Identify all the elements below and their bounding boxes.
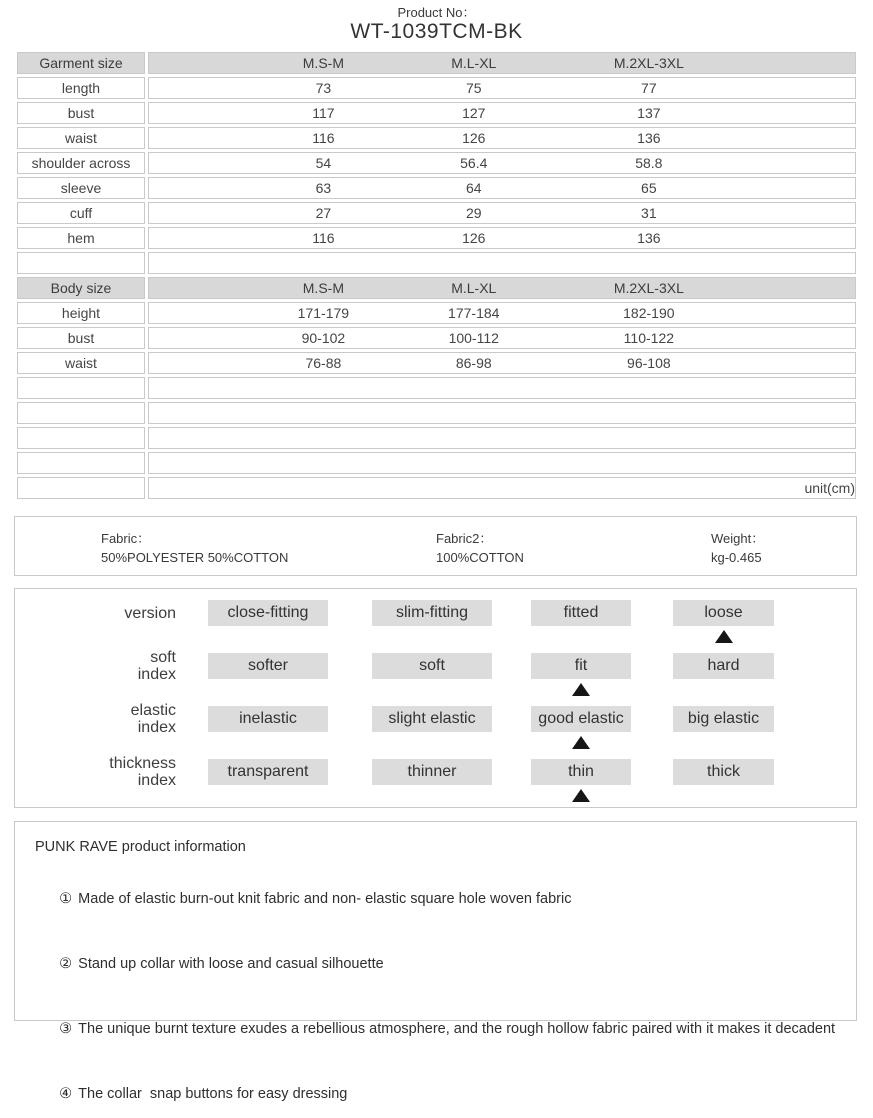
row-label: hem (17, 227, 145, 249)
attribute-row-version (15, 600, 856, 643)
cell-value: 182-190 (623, 305, 675, 321)
product-information-panel (14, 821, 857, 1102)
table-row (17, 102, 856, 124)
row-values (148, 227, 856, 249)
fabric-info-box (14, 516, 857, 576)
option-inelastic: inelastic (208, 706, 328, 749)
weight-column (711, 529, 764, 575)
row-values (148, 302, 856, 324)
garment-size-header: Garment size (17, 52, 145, 74)
empty-row (17, 402, 856, 424)
selection-arrow-icon (572, 789, 590, 802)
selection-arrow-icon (572, 736, 590, 749)
cell-value: 58.8 (635, 155, 663, 171)
info-item (35, 1005, 836, 1053)
option-soft: soft (372, 653, 492, 696)
product-number: WT-1039TCM-BK (350, 20, 523, 43)
cell-value: 27 (315, 205, 332, 221)
cell-value: 126 (462, 230, 486, 246)
table-row (17, 352, 856, 374)
cell-value: 137 (637, 105, 661, 121)
option-slight-elastic: slight elastic (372, 706, 492, 749)
cell-value: 29 (465, 205, 482, 221)
circled-number-icon: ① (59, 891, 73, 907)
cell-value: 90-102 (301, 330, 346, 346)
info-item (35, 940, 836, 988)
info-item (35, 1070, 836, 1118)
cell-value: 76-88 (305, 355, 342, 371)
unit-label: unit(cm) (148, 477, 856, 499)
row-values (148, 352, 856, 374)
info-item-text: Made of elastic burn-out knit fabric and non- elastic square hole woven fabric (78, 891, 572, 907)
table-row (17, 327, 856, 349)
info-title: PUNK RAVE product information (35, 839, 246, 855)
empty-row (17, 427, 856, 449)
fabric-label: Fabric： (101, 531, 151, 546)
option-good-elastic: good elastic (531, 706, 631, 749)
cell-value: 96-108 (627, 355, 671, 371)
info-item (35, 875, 836, 923)
column-header: M.L-XL (451, 280, 497, 296)
row-values (148, 177, 856, 199)
circled-number-icon: ③ (59, 1021, 73, 1037)
cell-value: 73 (315, 80, 332, 96)
row-label: waist (17, 352, 145, 374)
fabric2-label: Fabric2： (436, 531, 493, 546)
empty-row (17, 252, 856, 274)
cell-value: 136 (637, 230, 661, 246)
row-label: bust (17, 327, 145, 349)
weight-label: Weight： (711, 531, 765, 546)
column-header: M.S-M (302, 280, 344, 296)
row-label: sleeve (17, 177, 145, 199)
cell-value: 100-112 (448, 330, 499, 346)
row-label: length (17, 77, 145, 99)
cell-value: 136 (637, 130, 661, 146)
weight-value: kg-0.465 (711, 550, 762, 565)
row-label: height (17, 302, 145, 324)
table-row (17, 202, 856, 224)
fabric2-value: 100%COTTON (436, 550, 524, 565)
garment-size-header-row (17, 52, 856, 74)
table-row (17, 152, 856, 174)
selection-arrow-icon (572, 683, 590, 696)
unit-row (17, 477, 856, 499)
fabric-column (101, 529, 436, 575)
column-header: M.S-M (302, 55, 344, 71)
garment-size-columns (148, 52, 856, 74)
cell-value: 86-98 (455, 355, 492, 371)
cell-value: 31 (641, 205, 657, 221)
fabric2-column (436, 529, 711, 575)
circled-number-icon: ④ (59, 1086, 73, 1102)
option-fitted: fitted (531, 600, 631, 643)
body-size-header-row (17, 277, 856, 299)
row-values (148, 327, 856, 349)
attribute-row-elastic-index (15, 702, 856, 749)
attribute-label: elastic index (130, 702, 176, 736)
option-softer: softer (208, 653, 328, 696)
table-row (17, 77, 856, 99)
option-hard: hard (673, 653, 774, 696)
empty-row (17, 377, 856, 399)
row-label: shoulder across (17, 152, 145, 174)
cell-value: 64 (465, 180, 482, 196)
attribute-row-soft-index (15, 649, 856, 696)
body-size-header: Body size (17, 277, 145, 299)
row-values (148, 77, 856, 99)
cell-value: 75 (465, 80, 482, 96)
cell-value: 63 (315, 180, 332, 196)
row-values (148, 202, 856, 224)
column-header: M.L-XL (451, 55, 497, 71)
row-values (148, 152, 856, 174)
empty-row (17, 452, 856, 474)
cell-value: 56.4 (460, 155, 488, 171)
cell-value: 116 (312, 230, 335, 246)
option-loose: loose (673, 600, 774, 643)
row-label: cuff (17, 202, 145, 224)
attributes-panel (14, 588, 857, 808)
attribute-label: soft index (137, 649, 176, 683)
cell-value: 126 (462, 130, 486, 146)
cell-value: 177-184 (448, 305, 500, 321)
table-row (17, 177, 856, 199)
table-row (17, 227, 856, 249)
cell-value: 116 (312, 130, 335, 146)
option-thinner: thinner (372, 759, 492, 802)
option-thin: thin (531, 759, 631, 802)
fabric-value: 50%POLYESTER 50%COTTON (101, 550, 289, 565)
table-row (17, 127, 856, 149)
title-block (0, 0, 873, 44)
row-values (148, 127, 856, 149)
table-row (17, 302, 856, 324)
cell-value: 110-122 (623, 330, 675, 346)
option-slim-fitting: slim-fitting (372, 600, 492, 643)
option-fit: fit (531, 653, 631, 696)
size-table (14, 49, 859, 502)
attribute-label: version (124, 604, 176, 622)
row-label: bust (17, 102, 145, 124)
attribute-label: thickness index (109, 755, 176, 789)
option-thick: thick (673, 759, 774, 802)
cell-value: 77 (641, 80, 657, 96)
option-big-elastic: big elastic (673, 706, 774, 749)
column-header: M.2XL-3XL (613, 55, 684, 71)
cell-value: 54 (315, 155, 332, 171)
circled-number-icon: ② (59, 956, 73, 972)
option-close-fitting: close-fitting (208, 600, 328, 643)
row-label: waist (17, 127, 145, 149)
cell-value: 127 (462, 105, 486, 121)
column-header: M.2XL-3XL (613, 280, 684, 296)
info-item-text: The unique burnt texture exudes a rebellious atmosphere, and the rough hollow fabric paired with it makes it decadent (78, 1021, 836, 1037)
body-size-columns (148, 277, 856, 299)
cell-value: 171-179 (297, 305, 350, 321)
option-transparent: transparent (208, 759, 328, 802)
attribute-row-thickness-index (15, 755, 856, 802)
info-item-text: The collar snap buttons for easy dressing (78, 1086, 348, 1102)
row-values (148, 102, 856, 124)
cell-value: 65 (641, 180, 657, 196)
product-no-label: Product No： (397, 5, 476, 20)
info-item-text: Stand up collar with loose and casual silhouette (78, 956, 384, 972)
cell-value: 117 (312, 105, 335, 121)
selection-arrow-icon (715, 630, 733, 643)
